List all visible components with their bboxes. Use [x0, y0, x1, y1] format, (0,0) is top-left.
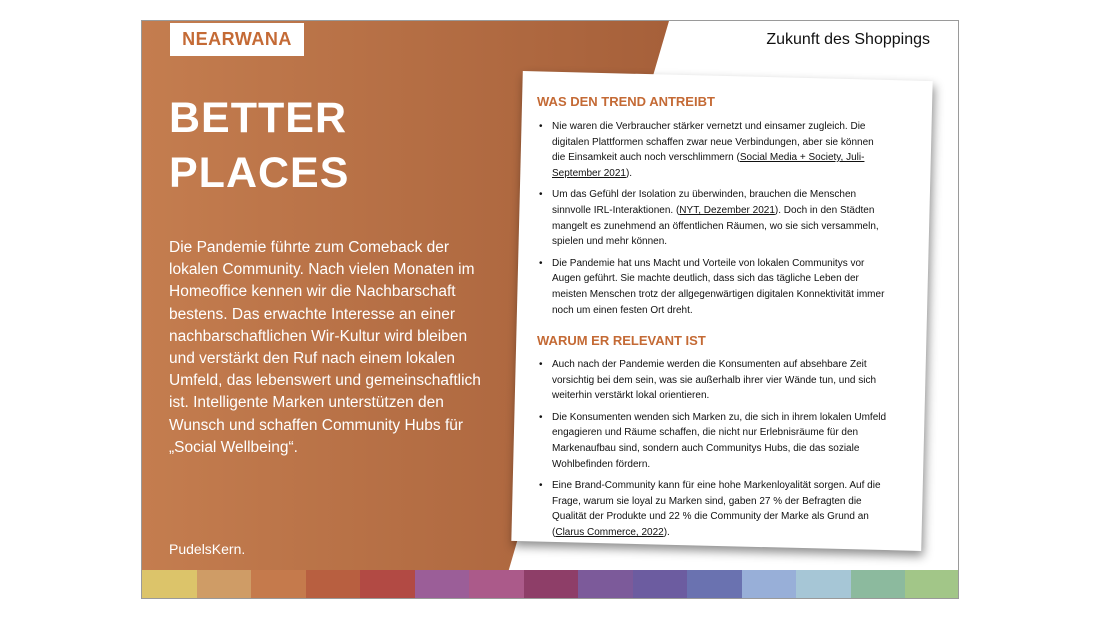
- bullet-text-end: ).: [625, 167, 633, 179]
- stripe-swatch: [687, 570, 742, 598]
- bullet-text: Um das Gefühl der Isolation zu überwinden, brauchen die Menschen sinnvolle IRL-Interaktionen. (: [552, 189, 857, 216]
- bullet-text: Die Konsumenten wenden sich Marken zu, die sich in ihrem lokalen Umfeld engagieren und Räume schaffen, die nicht nur Erlebnisräume für den Markenaufbau sind, sondern auch Communitys Hubs, die das soziale Wohlbefinden fördern.: [552, 411, 887, 470]
- stripe-swatch: [524, 570, 579, 598]
- slide: [141, 20, 959, 599]
- section-title-drivers: WAS DEN TREND ANTREIBT: [537, 94, 715, 109]
- pudelskern-logo: PudelsKern.: [169, 541, 246, 557]
- relevance-list: [537, 357, 889, 547]
- info-card: [511, 71, 932, 551]
- bullet-text-end: ).: [663, 526, 670, 538]
- stripe-swatch: [469, 570, 524, 598]
- bullet-item: [537, 357, 889, 404]
- bullet-item: [537, 187, 889, 249]
- headline-line-2: PLACES: [169, 149, 350, 197]
- stripe-swatch: [633, 570, 688, 598]
- stripe-swatch: [796, 570, 851, 598]
- stripe-swatch: [197, 570, 252, 598]
- topic-label: Zukunft des Shoppings: [766, 31, 930, 48]
- stripe-swatch: [360, 570, 415, 598]
- bullet-item: [537, 410, 889, 472]
- headline-line-1: BETTER: [169, 94, 347, 142]
- brand-tag: NEARWANA: [170, 23, 304, 56]
- headline: [169, 91, 349, 201]
- stripe-swatch: [306, 570, 361, 598]
- stripe-swatch: [251, 570, 306, 598]
- bullet-item: [537, 119, 889, 181]
- bullet-text: Die Pandemie hat uns Macht und Vorteile von lokalen Communitys vor Augen geführt. Sie machte deutlich, dass sich das tägliche Leben der meisten Menschen trotz der allgegenwärtigen digitalen Konnektivität immer noch um einen festen Ort dreht.: [552, 257, 885, 316]
- info-card-content: [517, 76, 927, 546]
- stripe-swatch: [905, 570, 959, 598]
- source-link[interactable]: Clarus Commerce, 2022: [555, 526, 664, 538]
- stripe-swatch: [578, 570, 633, 598]
- bullet-text-end: ). Doch in den Städten mangelt es zunehmend an öffentlichen Räumen, wo sie sich versammeln, spielen und mehr können.: [552, 204, 879, 248]
- stripe-swatch: [742, 570, 797, 598]
- bullet-item: [537, 478, 889, 540]
- stripe-swatch: [142, 570, 197, 598]
- stripe-swatch: [415, 570, 470, 598]
- source-link[interactable]: NYT, Dezember 2021: [679, 204, 775, 216]
- bullet-item: [537, 256, 889, 318]
- source-link[interactable]: Social Media + Society, Juli-September 2021: [552, 152, 865, 179]
- bullet-text: Auch nach der Pandemie werden die Konsumenten auf absehbare Zeit vorsichtig bei dem sein, was sie außerhalb ihrer vier Wände tun, und sich weiterhin verstärkt lokal orientieren.: [552, 359, 877, 402]
- section-title-relevance: WARUM ER RELEVANT IST: [537, 333, 706, 348]
- intro-text: Die Pandemie führte zum Comeback der lokalen Community. Nach vielen Monaten im Homeoffice kennen wir die Nachbarschaft bestens. Das erwachte Interesse an einer nachbarschaftlichen Wir-Kultur wird bleiben und verstärkt den Ruf nach einem lokalen Umfeld, das lebenswert und gemeinschaftlich ist. Intelligente Marken unterstützen den Wunsch und schaffen Community Hubs für „Social Wellbeing“.: [169, 239, 481, 456]
- color-stripe: [142, 570, 959, 598]
- bullet-text: Eine Brand-Community kann für eine hohe Markenloyalität sorgen. Auf die Frage, warum sie loyal zu Marken sind, gaben 27 % der Befragten die Qualität der Produkte und 22 % die Community der Marke als Grund an (: [552, 480, 881, 538]
- stripe-swatch: [851, 570, 906, 598]
- bullet-text: Nie waren die Verbraucher stärker vernetzt und einsamer zugleich. Die digitalen Plattformen schaffen zwar neue Verbindungen, aber sie können die Einsamkeit auch noch verschlimmern (: [552, 121, 874, 164]
- drivers-list: [537, 119, 889, 324]
